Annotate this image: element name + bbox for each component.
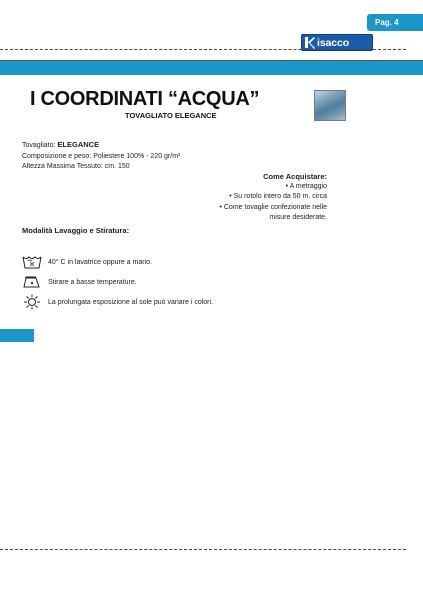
composition-line: Composizione e peso: Poliestere 100% - 220 gr/m²: [22, 152, 181, 160]
care-item-sun: [22, 294, 213, 310]
left-accent-tab: [0, 329, 34, 342]
care-item-iron-text: Stirare a basse temperature.: [48, 278, 137, 286]
max-height-line: Altezza Massima Tessuto: cm. 150: [22, 163, 130, 170]
page-subtitle: TOVAGLIATO ELEGANCE: [125, 111, 217, 120]
header-blue-band: [0, 61, 423, 75]
care-heading: Modalità Lavaggio e Stiratura:: [22, 226, 130, 235]
care-item-sun-text: La prolungata esposizione al sole può variare i colori.: [48, 298, 213, 306]
care-item-iron: [22, 274, 137, 290]
iron-low-icon: [22, 274, 42, 290]
fabric-swatch-image: [314, 90, 346, 121]
logo-mark-icon: [303, 35, 316, 50]
how-to-buy-heading: Come Acquistare:: [263, 172, 327, 181]
tovagliato-value: ELEGANCE: [57, 140, 100, 149]
buy-item: misure desiderate.: [269, 213, 327, 221]
tovagliato-line: [22, 140, 180, 152]
top-dashed-rule: [0, 49, 406, 50]
wash-40-icon: [22, 254, 42, 270]
care-item-wash-text: 40° C in lavatrice oppure a mano.: [48, 258, 152, 266]
how-to-buy: [219, 172, 327, 223]
logo-text: isacco: [317, 36, 350, 49]
buy-item: • Su rotolo intero da 50 m. circa: [229, 193, 327, 201]
product-specs: [22, 140, 180, 173]
care-item-wash: [22, 254, 152, 270]
buy-item: • Come tovaglie confezionate nelle: [219, 203, 327, 211]
tovagliato-label: Tovagliato:: [22, 142, 56, 149]
page-title: I COORDINATI “ACQUA”: [30, 88, 260, 110]
buy-item: • A metraggio: [285, 183, 327, 191]
sun-icon: [22, 294, 42, 310]
page-number-tab: Pag. 4: [367, 14, 423, 31]
bottom-dashed-rule: [0, 549, 406, 550]
